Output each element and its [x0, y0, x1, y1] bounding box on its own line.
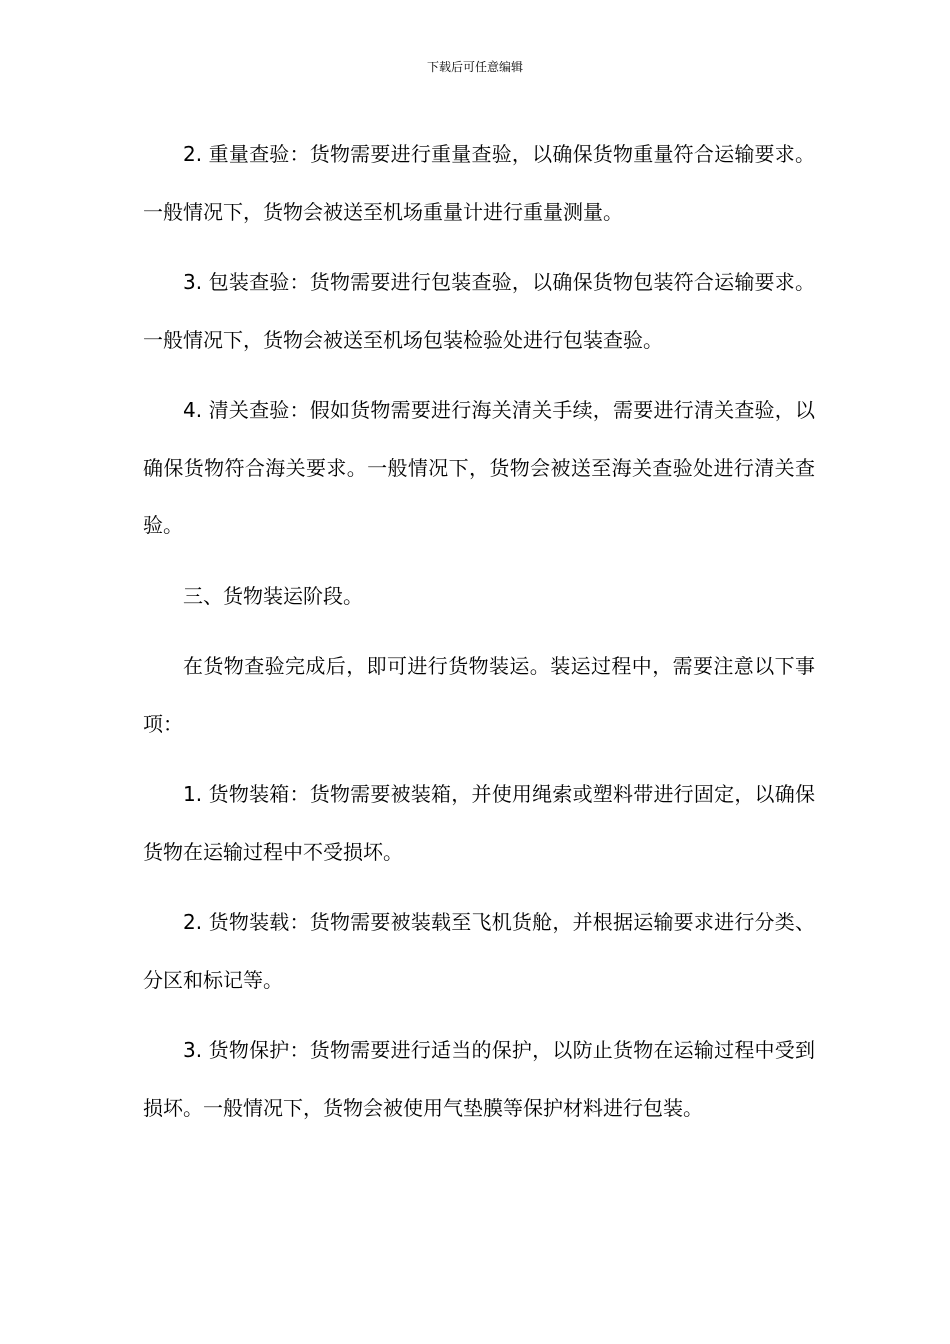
- document-body: [143, 126, 815, 1137]
- section-heading-loading-stage: 三、货物装运阶段。: [183, 583, 363, 608]
- paragraph-cargo-protection: 3. 货物保护：货物需要进行适当的保护，以防止货物在运输过程中受到损坏。一般情况下，货物会被使用气垫膜等保护材料进行包装。: [143, 1038, 815, 1120]
- paragraph-weight-inspection: 2. 重量查验：货物需要进行重量查验，以确保货物重量符合运输要求。一般情况下，货物会被送至机场重量计进行重量测量。: [143, 142, 815, 224]
- page-header: 下载后可任意编辑: [426, 60, 523, 74]
- paragraph-cargo-boxing: 1. 货物装箱：货物需要被装箱，并使用绳索或塑料带进行固定，以确保货物在运输过程中不受损坏。: [143, 782, 815, 864]
- paragraph-cargo-loading: 2. 货物装载：货物需要被装载至飞机货舱，并根据运输要求进行分类、分区和标记等。: [143, 910, 815, 992]
- paragraph-customs-inspection: 4. 清关查验：假如货物需要进行海关清关手续，需要进行清关查验，以确保货物符合海关要求。一般情况下，货物会被送至海关查验处进行清关查验。: [143, 398, 815, 537]
- paragraph-loading-intro: 在货物查验完成后，即可进行货物装运。装运过程中，需要注意以下事项：: [143, 654, 815, 736]
- paragraph-packaging-inspection: 3. 包装查验：货物需要进行包装查验，以确保货物包装符合运输要求。一般情况下，货物会被送至机场包装检验处进行包装查验。: [143, 270, 815, 352]
